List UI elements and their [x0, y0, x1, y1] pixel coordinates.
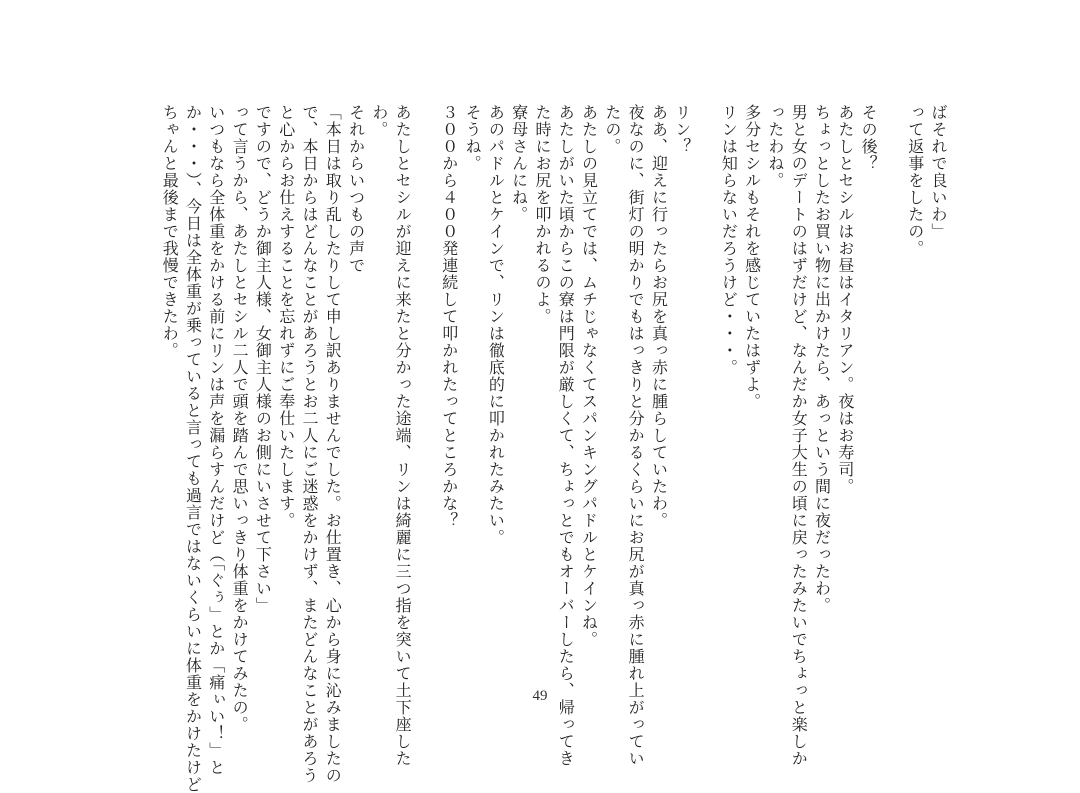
text-line: 寮母さんにね。: [509, 104, 529, 223]
text-line: ちゃんと最後まで我慢できたわ。: [160, 104, 180, 359]
text-line: ちょっとしたお買い物に出かけたら、あっという間に夜だったわ。: [812, 104, 832, 614]
text-line: いつもなら全体重をかける前にリンは声を漏らすんだけど（「ぐぅ」とか「痛ぃい！」と: [206, 104, 226, 776]
text-line: って言うから、あたしとセシル二人で頭を踏んで思いっきり体重をかけてみたの。: [230, 104, 250, 733]
page-number: 49: [532, 688, 548, 704]
text-line: た時にお尻を叩かれるのよ。: [532, 104, 552, 325]
text-line: 男と女のデートのはずだけど、なんだか女子大生の頃に戻ったみたいでちょっと楽しか: [789, 104, 809, 767]
text-line: あたしがいた頃からこの寮は門限が厳しくて、ちょっとでもオーバーしたら、帰ってき: [556, 104, 576, 767]
text-line: ああ、迎えに行ったらお尻を真っ赤に腫らしていたわ。: [649, 104, 669, 529]
text-line: たの。: [602, 104, 622, 155]
blank-line: [414, 104, 437, 679]
text-line: って返事をしたの。: [905, 104, 925, 257]
text-line: ３００から４００発連続して叩かれたってところかな？: [439, 104, 459, 529]
text-line: リンは知らないだろうけど・・・。: [719, 104, 739, 376]
text-line: と心からお仕えすることを忘れずにご奉仕いたします。: [276, 104, 296, 529]
text-line: あたしとセシルはお昼はイタリアン。夜はお寿司。: [835, 104, 855, 495]
blank-line: [694, 104, 717, 679]
text-line: 夜なのに、街灯の明かりでもはっきりと分かるくらいにお尻が真っ赤に腫れ上がってい: [626, 104, 646, 767]
text-line: あのパドルとケインで、リンは徹底的に叩かれたみたい。: [486, 104, 506, 546]
text-line: 多分セシルもそれを感じていたはずよ。: [742, 104, 762, 410]
blank-line: [880, 104, 903, 679]
text-line: それからいつもの声で: [346, 104, 366, 274]
text-line: あたしとセシルが迎えに来たと分かった途端、リンは綺麗に三つ指を突いて土下座した: [393, 104, 413, 767]
text-line: ですので、どうか御主人様、女御主人様のお側にいさせて下さい」: [253, 104, 273, 614]
text-line: そうね。: [463, 104, 483, 172]
text-line: わ。: [369, 104, 389, 138]
text-line: 「本日は取り乱したりして申し訳ありませんでした。お仕置き、心から身に沁みましたの: [323, 104, 343, 784]
text-line: その後？: [859, 104, 879, 172]
text-line: リン？: [672, 104, 692, 155]
text-line: あたしの見立てでは、ムチじゃなくてスパンキングパドルとケインね。: [579, 104, 599, 648]
text-line: か・・・）、今日は全体重が乗っていると言っても過言ではないくらいに体重をかけたけど: [183, 104, 203, 793]
text-line: で、本日からはどんなことがあろうとお二人にご迷惑をかけず、またどんなことがあろう: [299, 104, 319, 784]
text-line: ばそれで良いわ」: [929, 104, 948, 240]
text-line: ったわね。: [765, 104, 785, 189]
